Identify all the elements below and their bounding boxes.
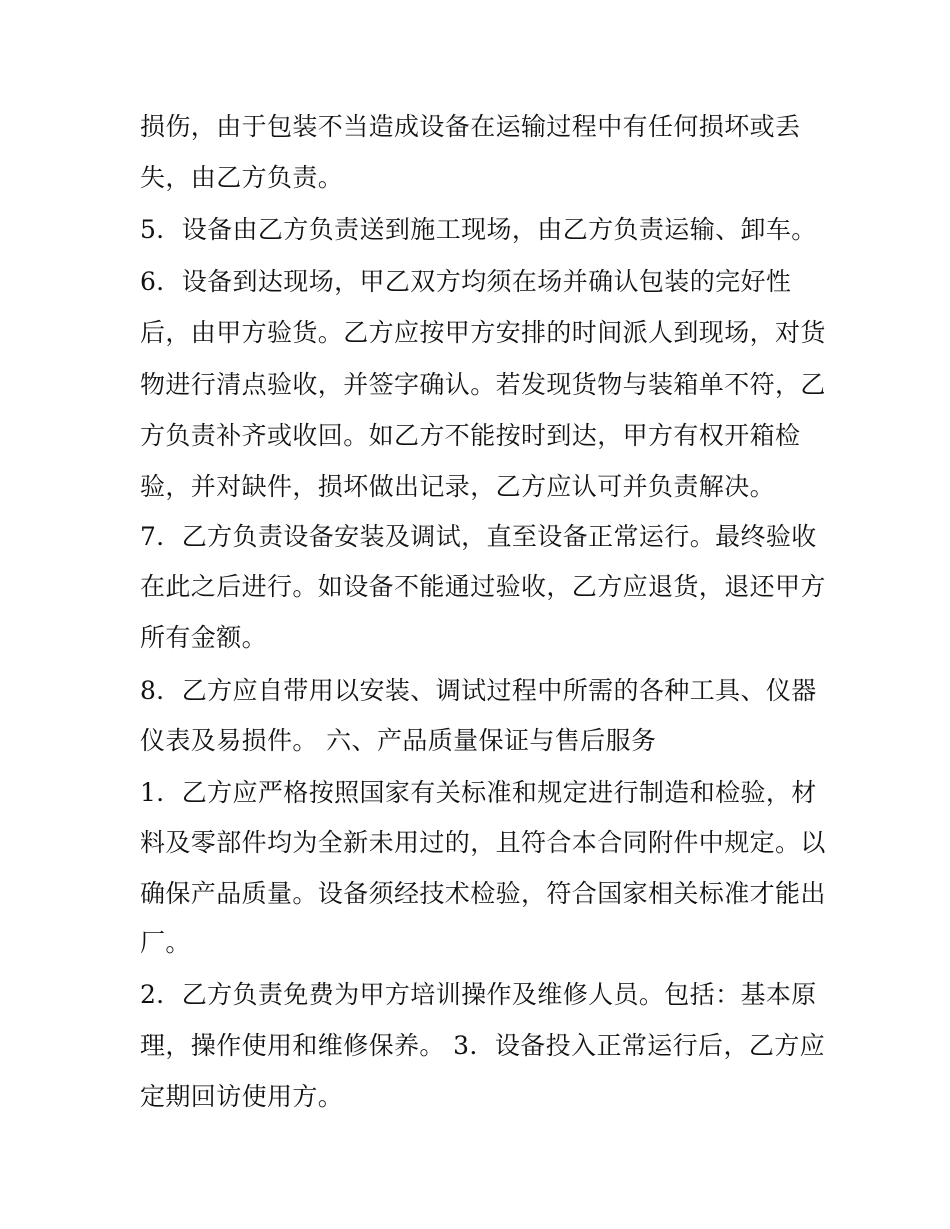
text-line: 方负责补齐或收回。如乙方不能按时到达，甲方有权开箱检 (140, 421, 801, 450)
text-line: 确保产品质量。设备须经技术检验，符合国家相关标准才能出 (140, 879, 826, 908)
text-line: 厂。 (140, 928, 191, 957)
text-line: 料及零部件均为全新未用过的，且符合本合同附件中规定。以 (140, 828, 826, 857)
text-line: 理，操作使用和维修保养。 3．设备投入正常运行后，乙方应 (140, 1031, 826, 1060)
text-line: 验，并对缺件，损坏做出记录，乙方应认可并负责解决。 (140, 472, 776, 501)
text-line: 损伤，由于包装不当造成设备在运输过程中有任何损坏或丢 (140, 112, 801, 141)
text-line: 后，由甲方验货。乙方应按甲方安排的时间派人到现场，对货 (140, 318, 826, 347)
text-line: 所有金额。 (140, 623, 268, 652)
text-line: 在此之后进行。如设备不能通过验收，乙方应退货，退还甲方 (140, 572, 826, 601)
text-line: 8．乙方应自带用以安装、调试过程中所需的各种工具、仪器 (140, 676, 817, 705)
text-line: 7．乙方负责设备安装及调试，直至设备正常运行。最终验收 (140, 522, 817, 551)
text-line: 5．设备由乙方负责送到施工现场，由乙方负责运输、卸车。 (140, 215, 817, 244)
text-line: 1．乙方应严格按照国家有关标准和规定进行制造和检验，材 (140, 778, 817, 807)
text-line: 2．乙方负责免费为甲方培训操作及维修人员。包括：基本原 (140, 980, 817, 1009)
text-line: 失，由乙方负责。 (140, 163, 344, 192)
text-line: 定期回访使用方。 (140, 1082, 344, 1111)
text-line: 仪表及易损件。 六、产品质量保证与售后服务 (140, 726, 657, 755)
text-line: 6．设备到达现场，甲乙双方均须在场并确认包装的完好性 (140, 267, 792, 296)
text-line: 物进行清点验收，并签字确认。若发现货物与装箱单不符，乙 (140, 370, 826, 399)
